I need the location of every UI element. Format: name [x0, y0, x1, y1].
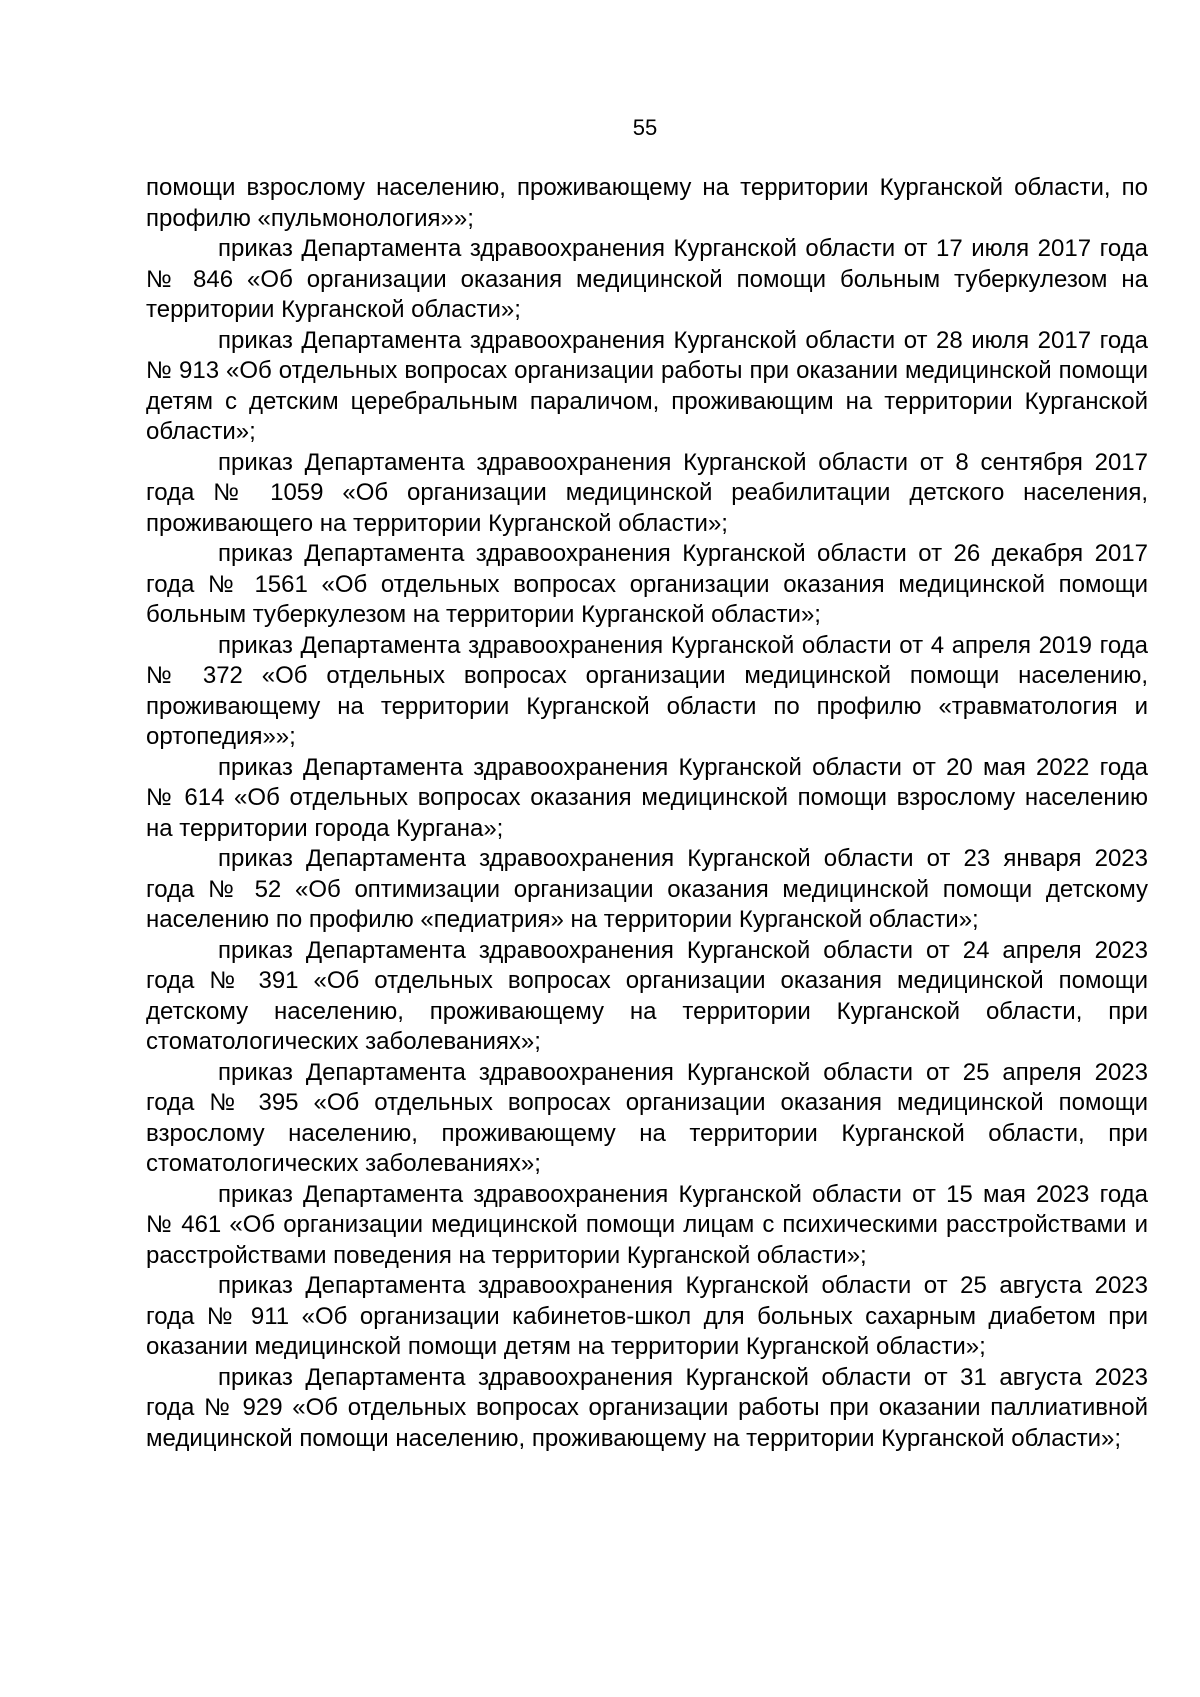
- order-paragraph: приказ Департамента здравоохранения Курганской области от 28 июля 2017 года № 913 «Об отдельных вопросах организации работы при оказании медицинской помощи детям с детским церебральным параличом, проживающим на территории Курганской области»;: [146, 326, 1148, 445]
- order-paragraph: приказ Департамента здравоохранения Курганской области от 31 августа 2023 года № 929 «Об отдельных вопросах организации работы при оказании паллиативной медицинской помощи населению, проживающему на территории Курганской области»;: [146, 1363, 1148, 1452]
- order-paragraph: приказ Департамента здравоохранения Курганской области от 15 мая 2023 года № 461 «Об организации медицинской помощи лицам с психическими расстройствами и расстройствами поведения на территории Курганской области»;: [146, 1180, 1148, 1269]
- order-paragraph: приказ Департамента здравоохранения Курганской области от 24 апреля 2023 года № 391 «Об отдельных вопросах организации оказания медицинской помощи детскому населению, проживающему на территории Курганской области, при стоматологических заболеваниях»;: [146, 936, 1148, 1055]
- order-paragraph: приказ Департамента здравоохранения Курганской области от 25 апреля 2023 года № 395 «Об отдельных вопросах организации оказания медицинской помощи взрослому населению, проживающему на территории Курганской области, при стоматологических заболеваниях»;: [146, 1058, 1148, 1177]
- page-number: 55: [632, 115, 658, 140]
- order-paragraph: приказ Департамента здравоохранения Курганской области от 4 апреля 2019 года № 372 «Об отдельных вопросах организации медицинской помощи населению, проживающему на территории Курганской области по профилю «травматология и ортопедия»»;: [146, 631, 1148, 750]
- order-paragraph: приказ Департамента здравоохранения Курганской области от 17 июля 2017 года № 846 «Об организации оказания медицинской помощи больным туберкулезом на территории Курганской области»;: [146, 235, 1148, 323]
- order-paragraph: приказ Департамента здравоохранения Курганской области от 20 мая 2022 года № 614 «Об отдельных вопросах оказания медицинской помощи взрослому населению на территории города Кургана»;: [146, 753, 1148, 842]
- order-paragraph: приказ Департамента здравоохранения Курганской области от 8 сентября 2017 года № 1059 «Об организации медицинской реабилитации детского населения, проживающего на территории Курганской области»;: [146, 448, 1148, 537]
- order-paragraph: приказ Департамента здравоохранения Курганской области от 25 августа 2023 года № 911 «Об организации кабинетов-школ для больных сахарным диабетом при оказании медицинской помощи детям на территории Курганской области»;: [146, 1272, 1148, 1360]
- document-body: [146, 173, 1148, 1454]
- order-paragraph: приказ Департамента здравоохранения Курганской области от 23 января 2023 года № 52 «Об оптимизации организации оказания медицинской помощи детскому населению по профилю «педиатрия» на территории Курганской области»;: [146, 845, 1148, 933]
- order-paragraph: приказ Департамента здравоохранения Курганской области от 26 декабря 2017 года № 1561 «Об отдельных вопросах организации оказания медицинской помощи больным туберкулезом на территории Курганской области»;: [146, 540, 1148, 628]
- paragraph-continuation: помощи взрослому населению, проживающему на территории Курганской области, по профилю «пульмонология»»;: [146, 174, 1148, 232]
